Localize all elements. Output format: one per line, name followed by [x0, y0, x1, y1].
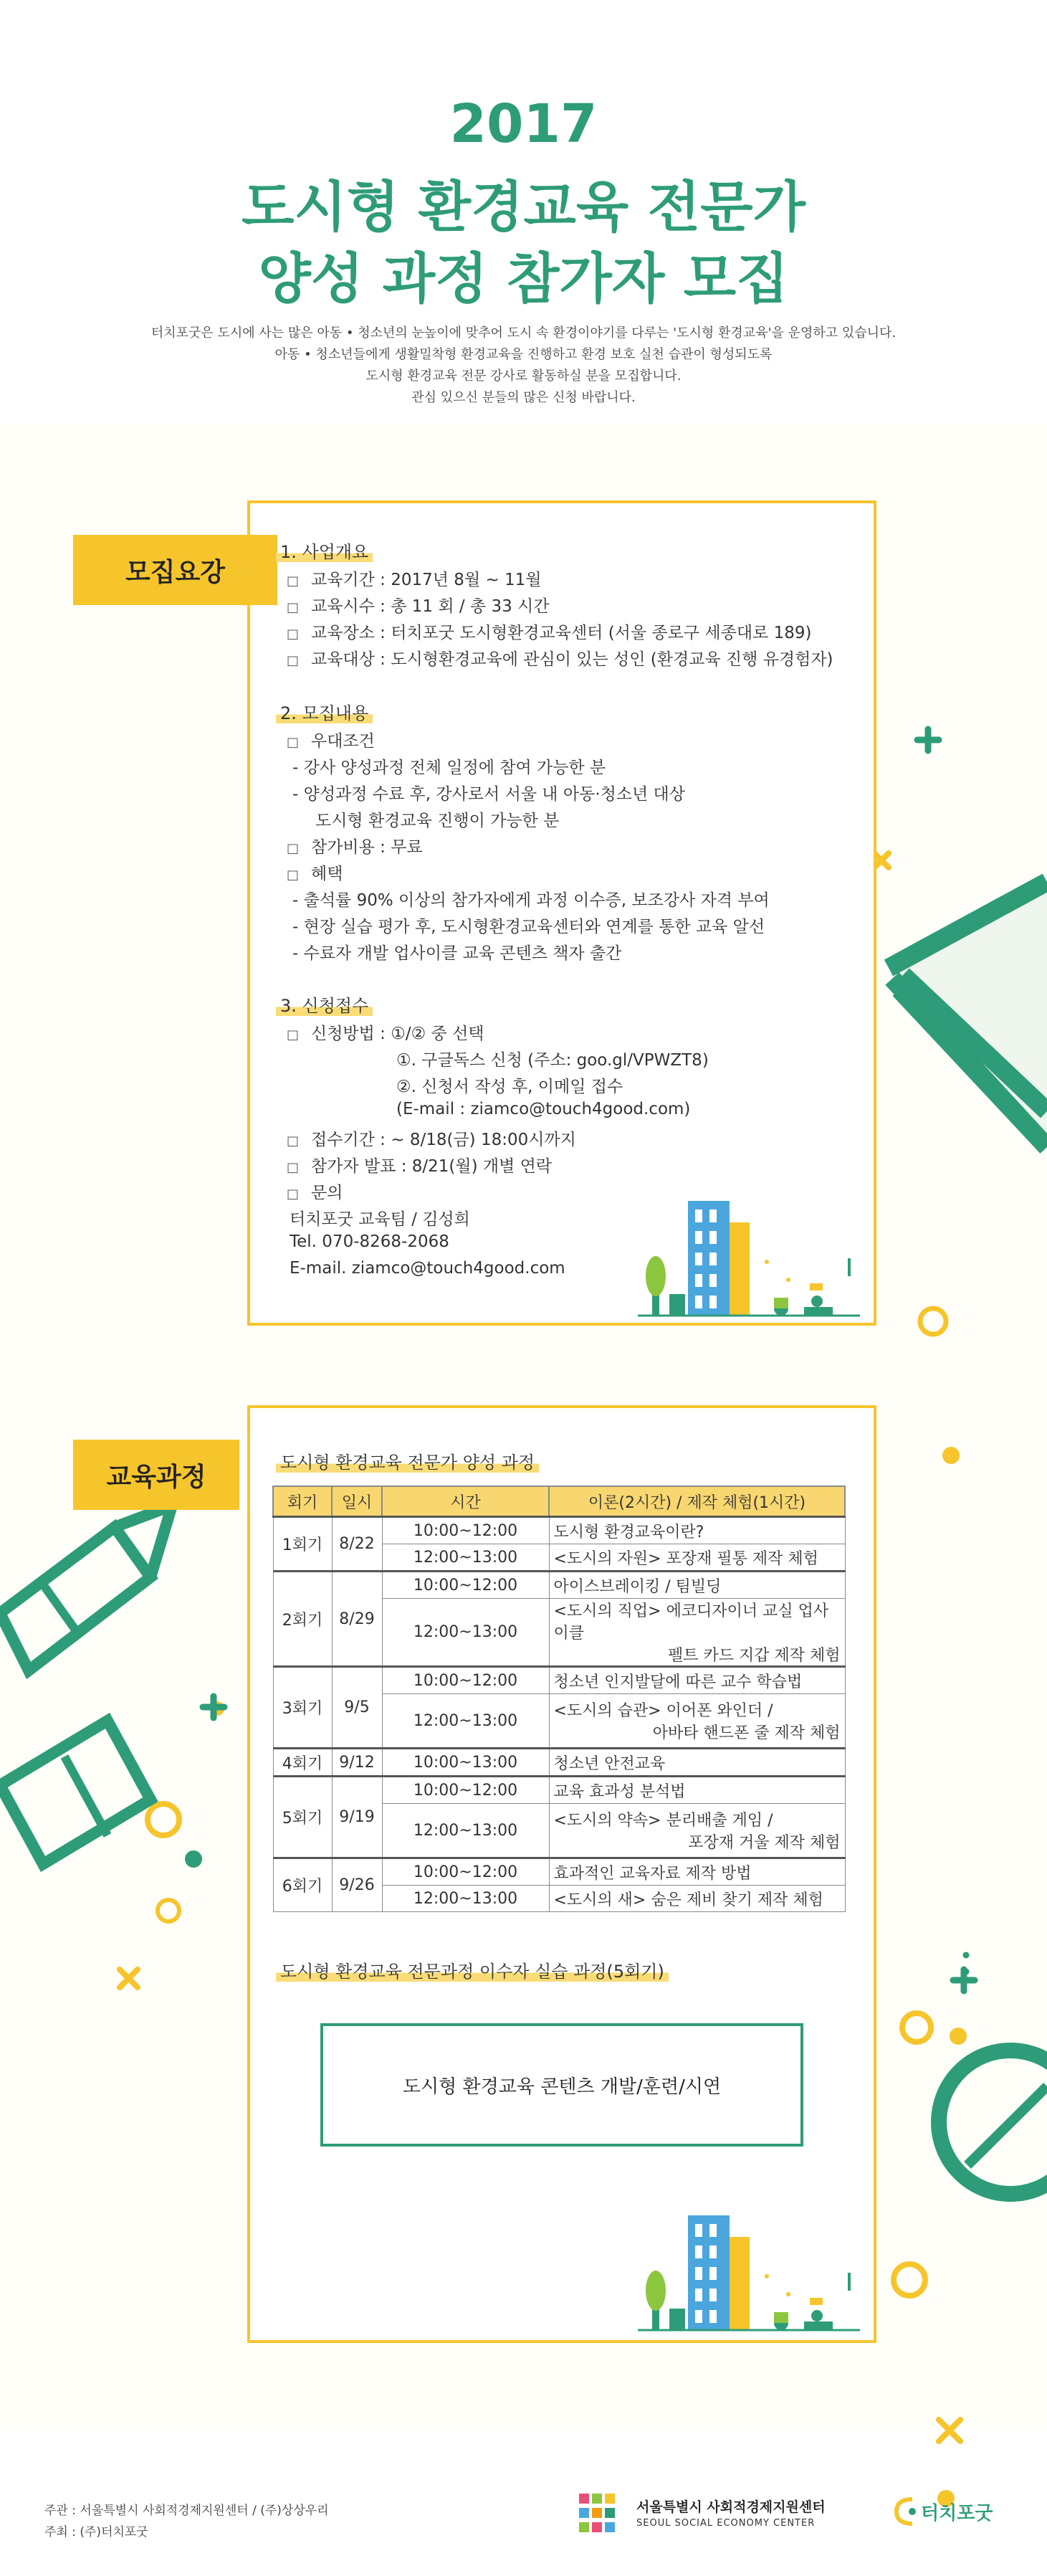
header-session: 회기 — [273, 1486, 332, 1517]
content-cell: <도시의 새> 숨은 제비 찾기 제작 체험 — [549, 1886, 845, 1912]
time-cell: 10:00~12:00 — [382, 1667, 549, 1694]
info-subitem: ①. 구글독스 신청 (주소: goo.gl/VPWZT8) — [396, 1051, 709, 1070]
practice-title: 도시형 환경교육 전문과정 이수자 실습 과정(5회기) — [276, 1957, 669, 1982]
content-cell — [549, 1804, 845, 1858]
content-cell: 아이스브레이킹 / 팀빌딩 — [549, 1572, 845, 1599]
table-title: 도시형 환경교육 전문가 양성 과정 — [276, 1448, 539, 1473]
time-cell: 10:00~12:00 — [382, 1517, 549, 1544]
intro-line: 관심 있으신 분들의 많은 신청 바랍니다. — [411, 390, 636, 405]
content-cell: 교육 효과성 분석법 — [549, 1777, 845, 1804]
content-line: 포장재 거울 제작 체험 — [688, 1834, 841, 1852]
info-item: □ 신청방법 : ①/② 중 선택 — [287, 1020, 484, 1044]
time-cell: 10:00~12:00 — [382, 1858, 549, 1886]
time-cell: 12:00~13:00 — [382, 1804, 549, 1858]
touch4good-logo-icon — [891, 2494, 919, 2529]
section-title: 2. 모집내용 — [276, 699, 373, 724]
time-cell: 12:00~13:00 — [382, 1886, 549, 1912]
intro-line: 아동 • 청소년들에게 생활밀착형 환경교육을 진행하고 환경 보호 실천 습관이 형성되도록 — [274, 347, 773, 362]
city-illustration — [638, 2208, 860, 2336]
time-cell: 12:00~13:00 — [382, 1599, 549, 1667]
info-subitem: ②. 신청서 작성 후, 이메일 접수 — [396, 1078, 623, 1096]
info-item: □ 우대조건 — [287, 728, 375, 751]
session-cell: 1회기 — [273, 1517, 332, 1572]
session-cell: 3회기 — [273, 1667, 332, 1749]
time-cell: 10:00~12:00 — [382, 1777, 549, 1804]
practice-box: 도시형 환경교육 콘텐츠 개발/훈련/시연 — [320, 2023, 803, 2147]
content-cell: 청소년 안전교육 — [549, 1749, 845, 1777]
date-cell: 9/26 — [332, 1858, 382, 1912]
table-header — [273, 1486, 845, 1517]
date-cell: 8/22 — [332, 1517, 382, 1572]
title-line-1: 도시형 환경교육 전문가 — [241, 175, 806, 239]
date-cell: 8/29 — [332, 1572, 382, 1667]
content-cell: 청소년 인지발달에 따른 교수 학습법 — [549, 1667, 845, 1694]
title-year: 2017 — [449, 93, 598, 155]
title-line-2: 양성 과정 참가자 모집 — [258, 247, 789, 310]
info-subitem: - 양성과정 수료 후, 강사로서 서울 내 아동·청소년 대상 — [292, 785, 685, 804]
content-cell: 도시형 환경교육이란? — [549, 1517, 845, 1544]
intro-line: 도시형 환경교육 전문 강사로 활동하실 분을 모집합니다. — [365, 369, 682, 384]
content-line: 펠트 카드 지갑 제작 체험 — [668, 1647, 841, 1665]
contact-team: 터치포굿 교육팀 / 김성희 — [290, 1210, 470, 1229]
table-row — [273, 1667, 845, 1694]
time-cell: 12:00~13:00 — [382, 1544, 549, 1572]
contact-email[interactable]: E-mail. ziamco@touch4good.com — [290, 1259, 565, 1278]
info-item: □ 문의 — [287, 1179, 343, 1203]
session-cell: 6회기 — [273, 1858, 332, 1912]
date-cell: 9/12 — [332, 1749, 382, 1777]
content-line: <도시의 약속> 분리배출 게임 / — [553, 1812, 773, 1830]
content-line: <도시의 습관> 이어폰 와인더 / — [553, 1702, 773, 1720]
content-cell: <도시의 자원> 포장재 필통 제작 체험 — [549, 1544, 845, 1572]
seoul-center-logo-icon — [573, 2488, 623, 2545]
header-content: 이론(2시간) / 제작 체험(1시간) — [549, 1486, 845, 1517]
contact-tel: Tel. 070-8268-2068 — [290, 1232, 449, 1251]
header-time: 시간 — [382, 1486, 549, 1517]
content-cell — [549, 1599, 845, 1667]
section-title: 3. 신청접수 — [276, 992, 373, 1017]
info-item: □ 교육장소 : 터치포굿 도시형환경교육센터 (서울 종로구 세종대로 189) — [287, 619, 811, 643]
footer-host: 주관 : 서울특별시 사회적경제지원센터 / (주)상상우리 — [44, 2504, 329, 2518]
time-cell: 10:00~12:00 — [382, 1572, 549, 1599]
city-illustration — [638, 1194, 860, 1319]
table-row — [273, 1858, 845, 1886]
intro-text — [0, 323, 1047, 409]
content-cell — [549, 1694, 845, 1749]
intro-line: 터치포굿은 도시에 사는 많은 아동 • 청소년의 눈높이에 맞추어 도시 속 환경이야기를 다루는 '도시형 환경교육'을 운영하고 있습니다. — [150, 325, 897, 341]
content-line: 아바타 핸드폰 줄 제작 체험 — [652, 1724, 841, 1742]
time-cell: 10:00~13:00 — [382, 1749, 549, 1777]
session-cell: 4회기 — [273, 1749, 332, 1777]
info-subitem: - 수료자 개발 업사이클 교육 콘텐츠 책자 출간 — [292, 944, 622, 963]
section-title: 1. 사업개요 — [276, 538, 373, 563]
date-cell: 9/19 — [332, 1777, 382, 1858]
time-cell: 12:00~13:00 — [382, 1694, 549, 1749]
info-item: □ 교육대상 : 도시형환경교육에 관심이 있는 성인 (환경교육 진행 유경험자) — [287, 646, 833, 670]
schedule-table — [272, 1486, 846, 1912]
content-cell: 효과적인 교육자료 제작 방법 — [549, 1858, 845, 1886]
header-date: 일시 — [332, 1486, 382, 1517]
date-cell: 9/5 — [332, 1667, 382, 1749]
brand-name: 터치포굿 — [921, 2503, 993, 2524]
info-subitem: (E-mail : ziamco@touch4good.com) — [396, 1100, 691, 1118]
table-row — [273, 1749, 845, 1777]
info-subitem: - 강사 양성과정 전체 일정에 참여 가능한 분 — [292, 759, 606, 777]
seoul-center-name: 서울특별시 사회적경제지원센터 — [636, 2499, 826, 2515]
info-item: □ 교육기간 : 2017년 8월 ~ 11월 — [287, 566, 542, 590]
info-subitem: - 출석률 90% 이상의 참가자에게 과정 이수증, 보조강사 자격 부여 — [292, 891, 770, 910]
table-row — [273, 1572, 845, 1599]
seoul-center-name-en: SEOUL SOCIAL ECONOMY CENTER — [636, 2518, 816, 2529]
info-subitem: 도시형 환경교육 진행이 가능한 분 — [315, 812, 560, 830]
table-row — [273, 1517, 845, 1544]
info-item: □ 접수기간 : ~ 8/18(금) 18:00시까지 — [287, 1126, 576, 1150]
info-subitem: - 현장 실습 평가 후, 도시형환경교육센터와 연계를 통한 교육 알선 — [292, 918, 765, 936]
info-item: □ 교육시수 : 총 11 회 / 총 33 시간 — [287, 593, 549, 617]
recruit-tag: 모집요강 — [73, 535, 277, 605]
info-item: □ 참가비용 : 무료 — [287, 834, 423, 857]
info-item: □ 혜택 — [287, 860, 343, 884]
session-cell: 2회기 — [273, 1572, 332, 1667]
session-cell: 5회기 — [273, 1777, 332, 1858]
footer-organizer: 주최 : (주)터치포굿 — [44, 2525, 148, 2539]
curriculum-tag: 교육과정 — [73, 1440, 239, 1510]
info-item: □ 참가자 발표 : 8/21(월) 개별 연락 — [287, 1153, 552, 1177]
table-row — [273, 1777, 845, 1804]
content-line: <도시의 직업> 에코디자이너 교실 업사이클 — [553, 1602, 829, 1643]
